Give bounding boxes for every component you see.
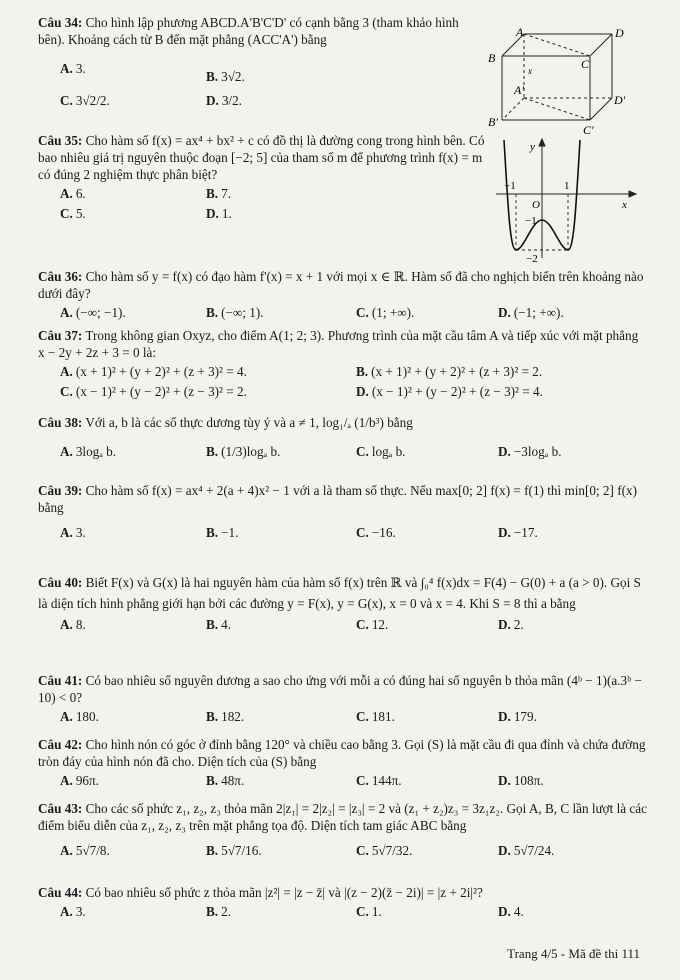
option-b[interactable]: B. 3√2. (206, 69, 245, 84)
cube-label-a: A (516, 28, 524, 39)
cube-label-c: C (581, 57, 590, 71)
question-39: Câu 39: Cho hàm số f(x) = ax⁴ + 2(a + 4)x² − 1 với a là tham số thực. Nếu max[0; 2] f(x) = f(1) thì min[0; 2] f(x) bằng A. 3. B. −1. C. −16. D. −17. (38, 483, 637, 540)
cube-label-d1: D' (614, 93, 626, 107)
option-c[interactable]: C. 3√2/2. (60, 93, 110, 108)
question-36: Câu 36: Cho hàm số y = f(x) có đạo hàm f'(x) = x + 1 với mọi x ∈ ℝ. Hàm số đã cho nghịch biến trên khoảng nào dưới đây? A. (−∞; −1). B. (−∞; 1). C. (1; +∞). D. (−1; +∞). (38, 269, 644, 320)
option-c[interactable]: C. (1; +∞). (356, 305, 415, 320)
option-b[interactable]: B. (−∞; 1). (206, 305, 264, 320)
option-b[interactable]: B. (1/3)logₐ b. (206, 444, 281, 459)
cube-label-b1: B' (488, 115, 498, 129)
cube-figure (488, 28, 638, 138)
option-a[interactable]: A. 3. (60, 525, 86, 540)
cube-label-a1: A' (514, 83, 524, 97)
option-a[interactable]: A. 180. (60, 709, 99, 724)
option-d[interactable]: D. 179. (498, 709, 537, 724)
option-d[interactable]: D. −17. (498, 525, 538, 540)
option-a[interactable]: A. 6. (60, 186, 86, 201)
graph-label-origin: O (532, 199, 540, 211)
option-a[interactable]: A. 96π. (60, 773, 99, 788)
graph-label-y: y (530, 141, 535, 153)
option-d[interactable]: D. −3logₐ b. (498, 444, 562, 459)
cube-label-x: x (528, 66, 532, 76)
option-c[interactable]: C. logₐ b. (356, 444, 406, 459)
option-c[interactable]: C. 5√7/32. (356, 843, 413, 858)
option-b[interactable]: B. 48π. (206, 773, 245, 788)
option-c[interactable]: C. 1. (356, 904, 382, 919)
question-43: Câu 43: Cho các số phức z₁, z₂, z₃ thỏa mãn 2|z₁| = 2|z₂| = |z₃| = 2 và (z₁ + z₂)z₃ = 3z₁z₂. Gọi A, B, C lần lượt là các điểm biểu diễn của z₁, z₂, z₃ trên mặt phẳng tọa độ. Diện tích tam giác ABC bằng A. 5√7/8. B. 5√7/16. C. 5√7/32. D. 5√7/24. (38, 801, 647, 858)
option-a[interactable]: A. 5√7/8. (60, 843, 110, 858)
option-d[interactable]: D. 108π. (498, 773, 544, 788)
question-stem: Cho hình lập phương ABCD.A'B'C'D' có cạnh bằng 3 (tham khảo hình bên). Khoảng cách từ B đến mặt phẳng (ACC'A') bằng (38, 15, 459, 47)
option-a[interactable]: A. 3. (60, 61, 86, 76)
option-a[interactable]: A. (−∞; −1). (60, 305, 126, 320)
option-d[interactable]: D. (−1; +∞). (498, 305, 564, 320)
option-c[interactable]: C. (x − 1)² + (y − 2)² + (z − 3)² = 2. (60, 384, 247, 399)
graph-label-xneg1: −1 (504, 180, 516, 192)
option-b[interactable]: B. (x + 1)² + (y + 2)² + (z + 3)² = 2. (356, 364, 543, 379)
question-44: Câu 44: Có bao nhiêu số phức z thỏa mãn |z²| = |z − z̄| và |(z − 2)(z̄ − 2i)| = |z + 2i|²? A. 3. B. 2. C. 1. D. 4. (38, 885, 524, 919)
option-d[interactable]: D. 5√7/24. (498, 843, 555, 858)
options-34 (38, 58, 478, 110)
cube-label-b: B (488, 51, 496, 65)
question-34 (38, 14, 478, 48)
graph-label-yneg1: −1 (525, 215, 537, 227)
question-38: Câu 38: Với a, b là các số thực dương tùy ý và a ≠ 1, log₁/ₐ (1/b³) bằng A. 3logₐ b. B. (1/3)logₐ b. C. logₐ b. D. −3logₐ b. (38, 415, 562, 459)
option-b[interactable]: B. 5√7/16. (206, 843, 262, 858)
option-a[interactable]: A. 3. (60, 904, 86, 919)
option-d[interactable]: D. 2. (498, 617, 524, 632)
option-b[interactable]: B. 182. (206, 709, 245, 724)
option-b[interactable]: B. 2. (206, 904, 231, 919)
question-number: Câu 34: (38, 15, 83, 30)
option-a[interactable]: A. 3logₐ b. (60, 444, 117, 459)
page-footer: Trang 4/5 - Mã đề thi 111 (507, 946, 640, 961)
question-41: Câu 41: Có bao nhiêu số nguyên dương a sao cho ứng với mỗi a có đúng hai số nguyên b thỏa mãn (4ᵇ − 1)(a.3ᵇ − 10) < 0? A. 180. B. 182. C. 181. D. 179. (38, 673, 642, 724)
option-b[interactable]: B. −1. (206, 525, 239, 540)
question-37: Câu 37: Trong không gian Oxyz, cho điểm A(1; 2; 3). Phương trình của mặt cầu tâm A và tiếp xúc với mặt phẳng x − 2y + 2z + 3 = 0 là: A. (x + 1)² + (y + 2)² + (z + 3)² = 4. B. (x + 1)² + (y + 2)² + (z + 3)² = 2. C. (x − 1)² + (y − 2)² + (z − 3)² = 2. D. (x − 1)² + (y − 2)² + (z − 3)² = 4. (38, 328, 639, 399)
question-40: Câu 40: Biết F(x) và G(x) là hai nguyên hàm của hàm số f(x) trên ℝ và ∫₀⁴ f(x)dx = F(4) − G(0) + a (a > 0). Gọi S là diện tích hình phẳng giới hạn bởi các đường y = F(x), y = G(x), x = 0 và x = 4. Khi S = 8 thì a bằng A. 8. B. 4. C. 12. D. 2. (38, 575, 641, 632)
option-d[interactable]: D. 1. (206, 206, 232, 221)
quartic-graph (492, 136, 640, 264)
option-c[interactable]: C. −16. (356, 525, 396, 540)
option-c[interactable]: C. 12. (356, 617, 389, 632)
option-d[interactable]: D. 4. (498, 904, 524, 919)
option-c[interactable]: C. 144π. (356, 773, 402, 788)
option-d[interactable]: D. (x − 1)² + (y − 2)² + (z − 3)² = 4. (356, 384, 543, 399)
cube-label-d: D (615, 28, 624, 40)
graph-label-x: x (622, 199, 627, 211)
option-a[interactable]: A. 8. (60, 617, 86, 632)
graph-label-x1: 1 (564, 180, 570, 192)
option-d[interactable]: D. 3/2. (206, 93, 242, 108)
question-42: Câu 42: Cho hình nón có góc ở đỉnh bằng 120° và chiều cao bằng 3. Gọi (S) là mặt cầu đi qua đỉnh và chứa đường tròn đáy của hình nón đã cho. Diện tích của (S) bằng A. 96π. B. 48π. C. 144π. D. 108π. (38, 737, 646, 788)
option-a[interactable]: A. (x + 1)² + (y + 2)² + (z + 3)² = 4. (60, 364, 247, 379)
cube-label-c1: C' (583, 123, 594, 137)
option-b[interactable]: B. 7. (206, 186, 231, 201)
question-35: Câu 35: Cho hàm số f(x) = ax⁴ + bx² + c có đồ thị là đường cong trong hình bên. Có bao nhiêu giá trị nguyên thuộc đoạn [−2; 5] của tham số m để phương trình f(x) = m có đúng 2 nghiệm thực phân biệt? A. 6. B. 7. C. 5. D. 1. (38, 133, 485, 221)
graph-label-yneg2: −2 (526, 253, 538, 264)
option-c[interactable]: C. 5. (60, 206, 86, 221)
option-b[interactable]: B. 4. (206, 617, 231, 632)
option-c[interactable]: C. 181. (356, 709, 395, 724)
